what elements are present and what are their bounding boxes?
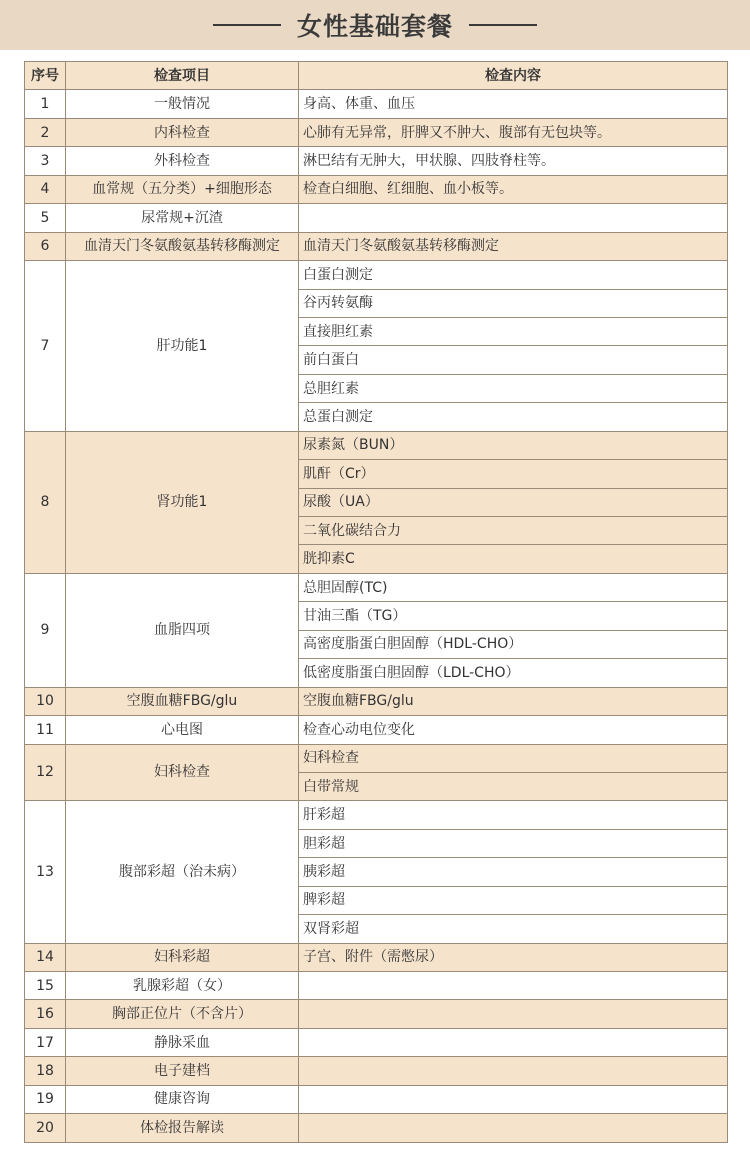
exam-content: 淋巴结有无肿大，甲状腺、四肢脊柱等。 [299,147,728,175]
exam-content: 胆彩超 [299,829,728,857]
exam-item: 尿常规+沉渣 [66,204,299,232]
exam-content: 尿素氮（BUN） [299,431,728,459]
exam-content: 双肾彩超 [299,915,728,943]
row-number: 19 [25,1085,66,1113]
exam-content: 血清天门冬氨酸氨基转移酶测定 [299,232,728,260]
exam-item: 健康咨询 [66,1085,299,1113]
exam-item: 心电图 [66,716,299,744]
title-right-rule [469,24,537,26]
exam-content [299,1000,728,1028]
exam-item: 一般情况 [66,90,299,118]
column-header-item: 检查项目 [66,62,299,90]
table-row [25,1057,728,1085]
exam-content: 妇科检查 [299,744,728,772]
table-row [25,1085,728,1113]
exam-content: 心肺有无异常，肝脾又不肿大、腹部有无包块等。 [299,118,728,146]
exam-content: 白蛋白测定 [299,261,728,289]
package-table [24,61,728,1143]
exam-content: 二氧化碳结合力 [299,517,728,545]
row-number: 12 [25,744,66,801]
exam-content: 总胆固醇(TC) [299,573,728,601]
exam-item: 妇科检查 [66,744,299,801]
table-row [25,972,728,1000]
row-number: 5 [25,204,66,232]
table-row [25,801,728,829]
table-row [25,232,728,260]
table-row [25,573,728,601]
exam-content: 胰彩超 [299,858,728,886]
exam-item: 外科检查 [66,147,299,175]
exam-item: 电子建档 [66,1057,299,1085]
exam-item: 胸部正位片（不含片） [66,1000,299,1028]
table-row [25,744,728,772]
exam-content [299,1114,728,1142]
table-row [25,716,728,744]
exam-content [299,204,728,232]
row-number: 14 [25,943,66,971]
exam-item: 内科检查 [66,118,299,146]
table-row [25,204,728,232]
row-number: 10 [25,687,66,715]
row-number: 8 [25,431,66,573]
exam-content: 高密度脂蛋白胆固醇（HDL-CHO） [299,630,728,658]
exam-item: 肝功能1 [66,261,299,432]
table-row [25,118,728,146]
row-number: 18 [25,1057,66,1085]
exam-content [299,1057,728,1085]
row-number: 11 [25,716,66,744]
exam-content: 谷丙转氨酶 [299,289,728,317]
row-number: 13 [25,801,66,943]
exam-item: 妇科彩超 [66,943,299,971]
exam-content [299,1085,728,1113]
exam-content: 白带常规 [299,772,728,800]
table-row [25,943,728,971]
exam-content: 胱抑素C [299,545,728,573]
table-row [25,687,728,715]
row-number: 16 [25,1000,66,1028]
exam-item: 乳腺彩超（女） [66,972,299,1000]
table-row [25,90,728,118]
row-number: 17 [25,1028,66,1056]
title-left-rule [213,24,281,26]
exam-content: 脾彩超 [299,886,728,914]
exam-content: 直接胆红素 [299,317,728,345]
exam-item: 空腹血糖FBG/glu [66,687,299,715]
exam-content: 空腹血糖FBG/glu [299,687,728,715]
table-row [25,147,728,175]
exam-item: 肾功能1 [66,431,299,573]
row-number: 2 [25,118,66,146]
row-number: 20 [25,1114,66,1142]
exam-content: 前白蛋白 [299,346,728,374]
table-row [25,1000,728,1028]
page-title: 女性基础套餐 [296,12,453,41]
exam-content [299,972,728,1000]
exam-content: 肝彩超 [299,801,728,829]
row-number: 9 [25,573,66,687]
table-body [25,90,728,1142]
table-row [25,261,728,289]
column-header-content: 检查内容 [299,62,728,90]
row-number: 3 [25,147,66,175]
exam-content: 肌酐（Cr） [299,460,728,488]
table-row [25,175,728,203]
exam-content: 总胆红素 [299,374,728,402]
exam-content [299,1028,728,1056]
row-number: 6 [25,232,66,260]
table-row [25,1028,728,1056]
table-row [25,1114,728,1142]
table-header-row [25,62,728,90]
table-row [25,431,728,459]
exam-item: 血脂四项 [66,573,299,687]
exam-item: 血清天门冬氨酸氨基转移酶测定 [66,232,299,260]
exam-item: 静脉采血 [66,1028,299,1056]
row-number: 4 [25,175,66,203]
exam-content: 身高、体重、血压 [299,90,728,118]
exam-item: 腹部彩超（治未病） [66,801,299,943]
exam-content: 检查白细胞、红细胞、血小板等。 [299,175,728,203]
exam-content: 检查心动电位变化 [299,716,728,744]
exam-content: 子宫、附件（需憋尿） [299,943,728,971]
title-banner [0,0,750,50]
exam-content: 尿酸（UA） [299,488,728,516]
exam-item: 血常规（五分类）+细胞形态 [66,175,299,203]
exam-content: 甘油三酯（TG） [299,602,728,630]
exam-content: 低密度脂蛋白胆固醇（LDL-CHO） [299,659,728,687]
row-number: 7 [25,261,66,432]
column-header-no: 序号 [25,62,66,90]
row-number: 15 [25,972,66,1000]
exam-content: 总蛋白测定 [299,403,728,431]
row-number: 1 [25,90,66,118]
exam-item: 体检报告解读 [66,1114,299,1142]
